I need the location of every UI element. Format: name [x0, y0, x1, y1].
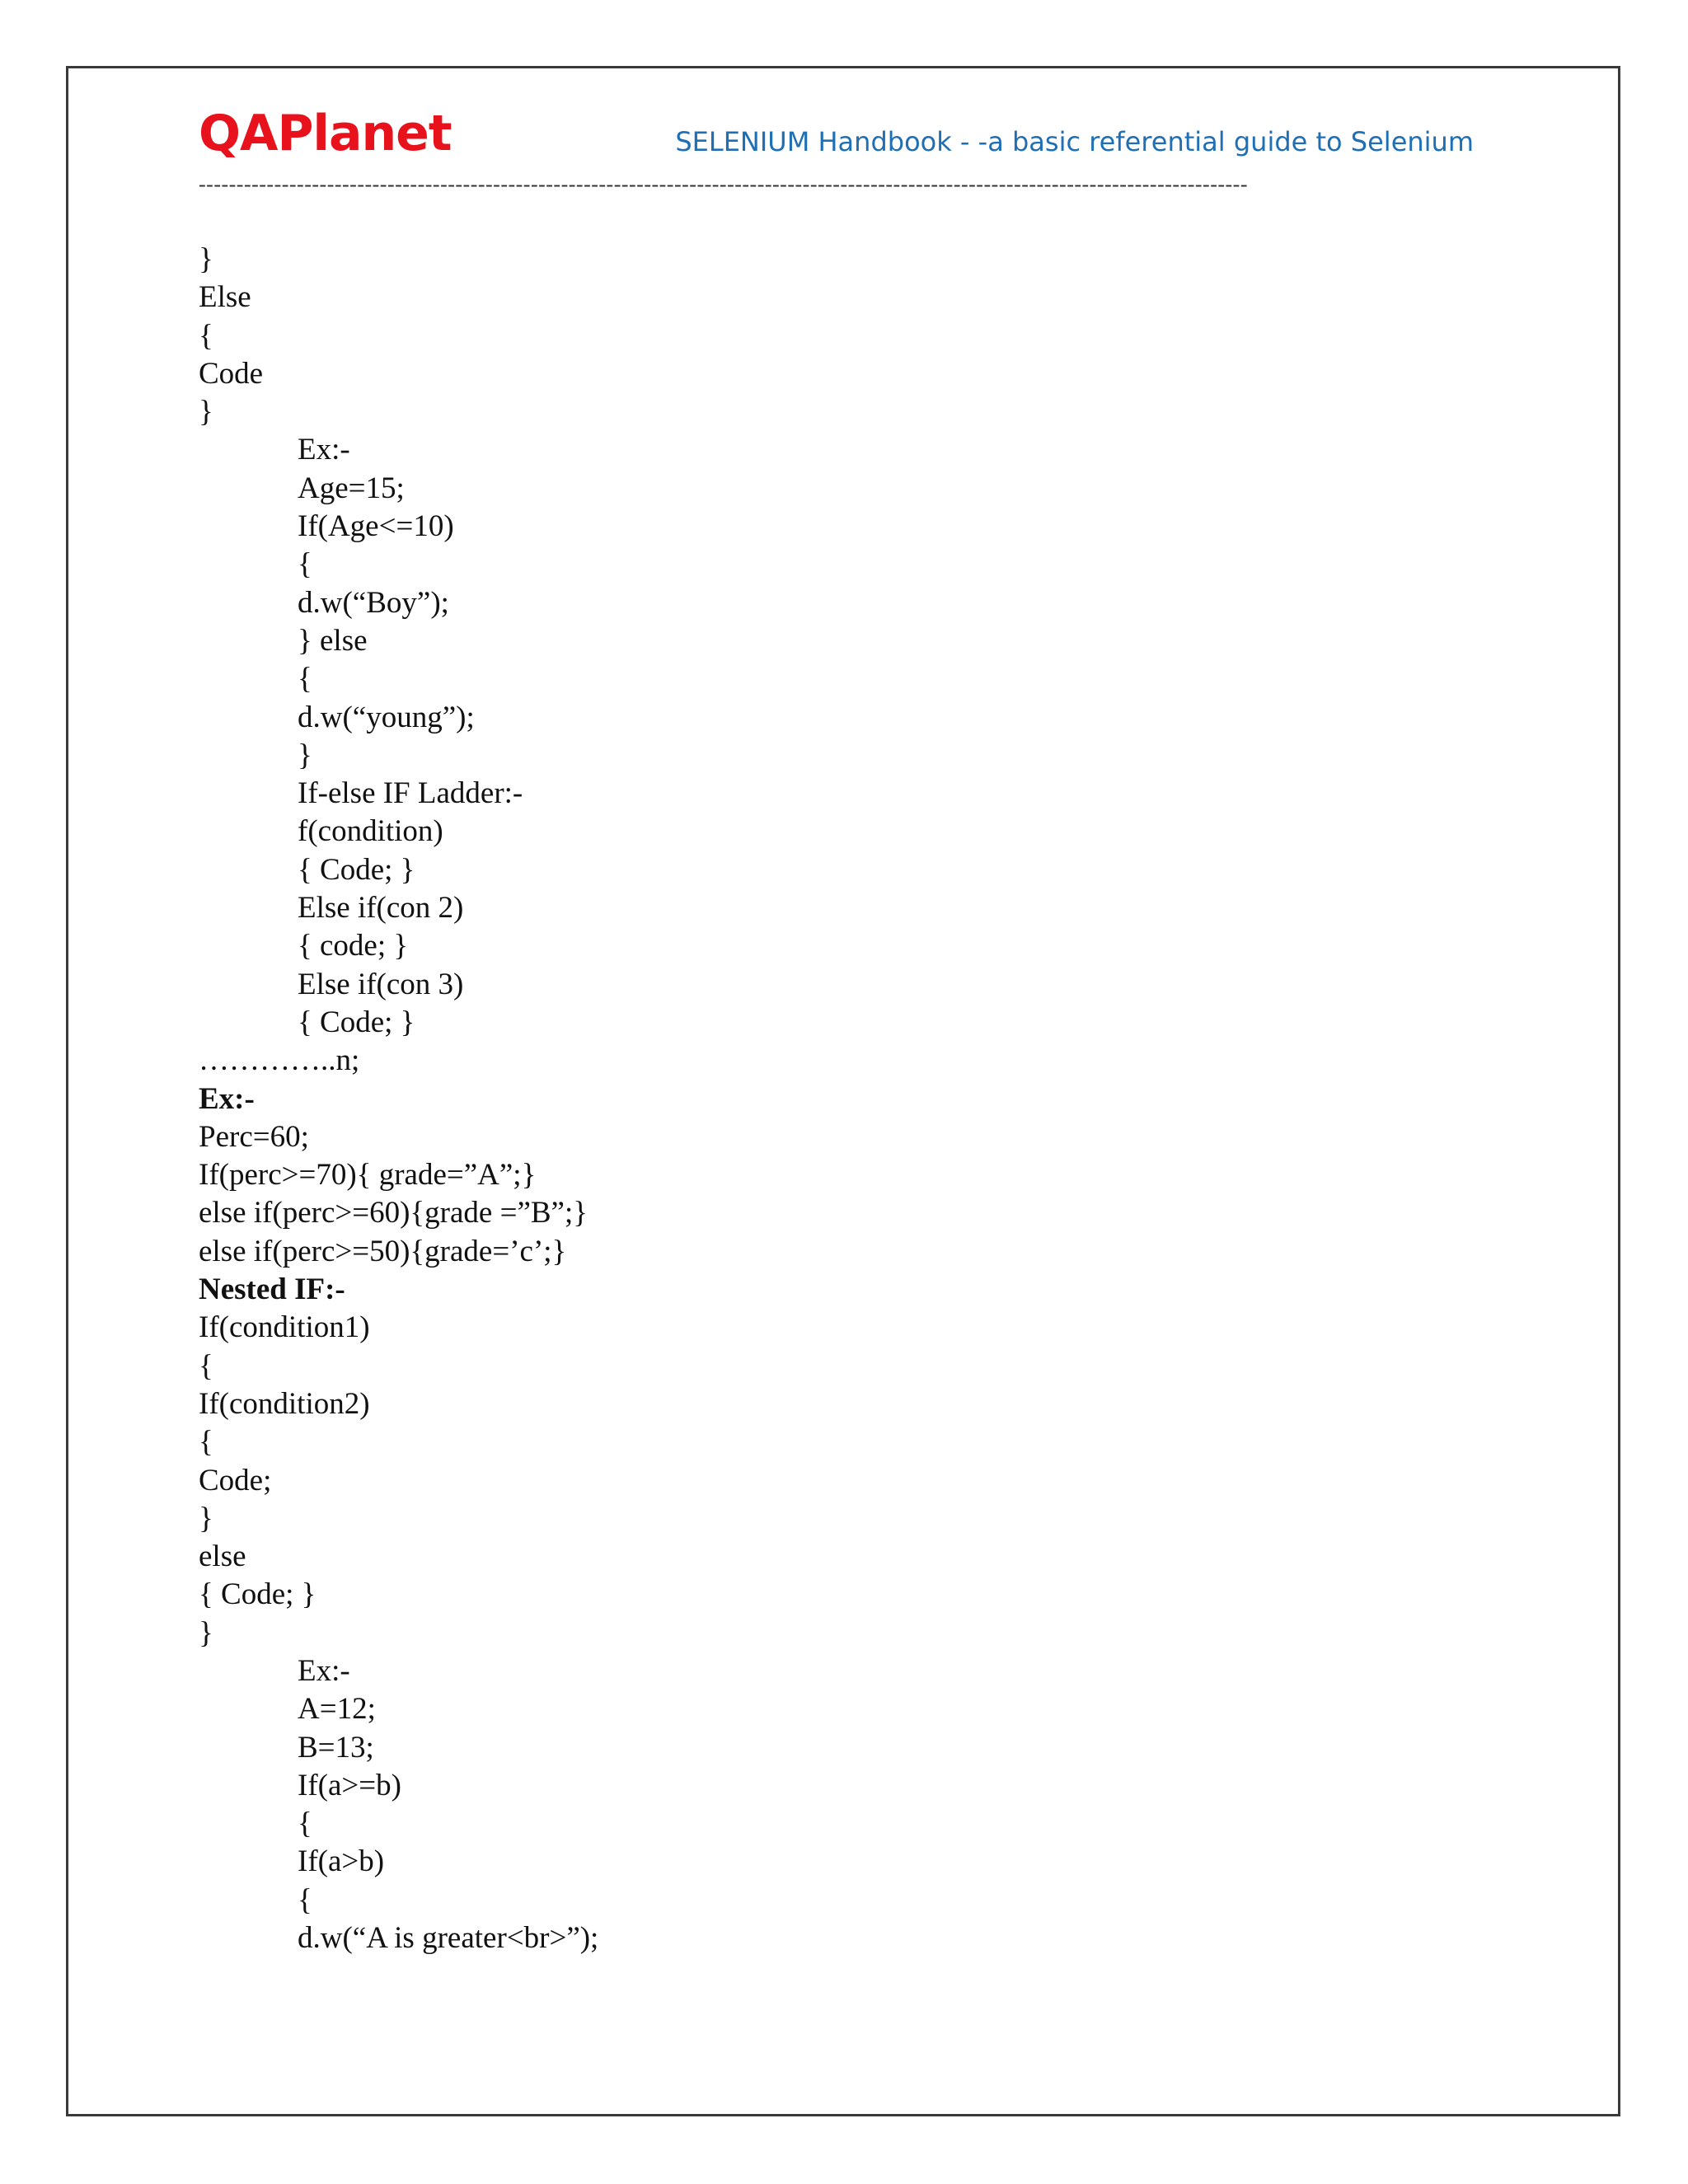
code-line: If(a>=b)	[298, 1768, 401, 1802]
code-line: {	[298, 547, 312, 582]
code-line: } else	[298, 623, 368, 658]
code-line: …………..n;	[199, 1043, 360, 1078]
code-content	[199, 241, 1517, 1957]
code-line: d.w(“Boy”);	[298, 585, 449, 620]
code-line: { code; }	[298, 929, 409, 963]
code-line: If-else IF Ladder:-	[298, 776, 523, 811]
code-line: { Code; }	[298, 852, 415, 887]
code-line: d.w(“A is greater<br>”);	[298, 1921, 599, 1956]
code-line: Ex:-	[298, 433, 350, 467]
code-line: {	[199, 1425, 213, 1460]
code-line: Else if(con 3)	[298, 967, 464, 1001]
code-line: If(condition2)	[199, 1386, 370, 1421]
code-line: }	[199, 242, 213, 276]
code-line: Nested IF:-	[199, 1272, 345, 1307]
brand-logo-text: QAPlanet	[199, 105, 452, 162]
code-line: Else	[199, 280, 251, 315]
code-line: d.w(“young”);	[298, 700, 475, 734]
code-line: If(a>b)	[298, 1844, 385, 1879]
code-line: Ex:-	[298, 1653, 350, 1688]
code-line: If(perc>=70){ grade=”A”;}	[199, 1158, 537, 1193]
code-line: }	[199, 395, 213, 429]
code-line: {	[199, 1348, 213, 1383]
code-line: else if(perc>=50){grade=’c’;}	[199, 1234, 567, 1268]
code-line: B=13;	[298, 1730, 374, 1765]
code-line: f(condition)	[298, 814, 443, 849]
code-line: Code;	[199, 1463, 272, 1497]
code-line: }	[199, 1615, 213, 1650]
code-line: { Code; }	[298, 1005, 415, 1039]
code-line: A=12;	[298, 1692, 376, 1727]
code-line: { Code; }	[199, 1577, 316, 1612]
document-subtitle: SELENIUM Handbook - -a basic referential guide to Selenium	[675, 126, 1474, 157]
code-line: Ex:-	[199, 1081, 255, 1116]
code-line: Age=15;	[298, 471, 405, 505]
code-line: {	[298, 1807, 312, 1841]
code-line: Else if(con 2)	[298, 891, 464, 926]
code-line: If(condition1)	[199, 1310, 370, 1345]
code-line: If(Age<=10)	[298, 509, 454, 544]
code-line: }	[199, 1501, 213, 1535]
code-line: }	[298, 738, 312, 772]
code-line: else if(perc>=60){grade =”B”;}	[199, 1196, 588, 1230]
code-line: {	[298, 662, 312, 696]
code-line: Perc=60;	[199, 1119, 309, 1154]
header-divider: -------------------------------------------------------------------------------------------------------------------------------------------	[199, 172, 1248, 196]
code-line: {	[298, 1882, 312, 1917]
code-line: Code	[199, 356, 264, 391]
code-line: else	[199, 1540, 246, 1574]
code-line: {	[199, 318, 213, 353]
